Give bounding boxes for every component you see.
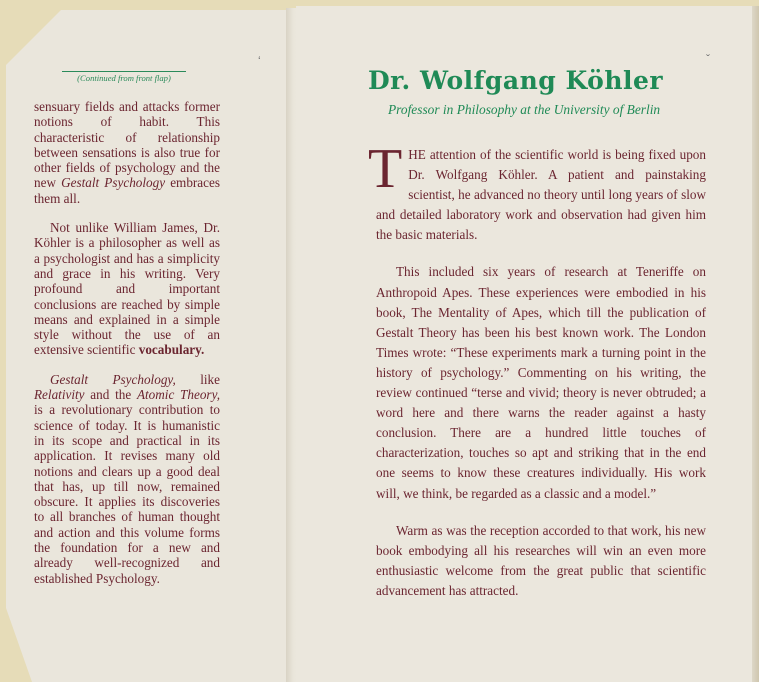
flap-paragraph	[34, 372, 220, 586]
paragraph-1	[368, 138, 706, 245]
flap-text-run: and the	[84, 387, 137, 403]
flap-text-run: Gestalt Psychology,	[50, 371, 176, 387]
flap-paragraph	[34, 99, 220, 206]
flap-text-run: sensuary fields and attacks former notions of habit. This characteristic of relationship between sensations is also true for other fields of psychology and the new	[34, 99, 220, 191]
flap-text-run: embraces them all.	[34, 175, 220, 206]
flap-text-run: vocabulary.	[138, 342, 205, 358]
pencil-mark: ˇ	[706, 52, 710, 66]
continued-note: (Continued from front flap)	[62, 71, 186, 83]
dropcap-letter: T	[368, 138, 403, 200]
author-subtitle: Professor in Philosophy at the University of Berlin	[388, 102, 661, 117]
flap-text-run: is a revolutionary contribution to science of today. It is humanistic in its scope and practical in its application. It revises many old notions and clears up a good deal that has, up till now, remained obscure. It applies its discoveries to all branches of human thought and action and this volume forms the foundation for a new and already well-recognized and established Psychology.	[34, 402, 220, 586]
paragraph-3: Warm as was the reception accorded to that work, his new book embodying all his researches will win an even more enthusiastic welcome from the great public that scientific advancement has attracted.	[376, 522, 706, 598]
flap-text-run: Not unlike William James, Dr. Köhler is a philosopher as well as a psychologist and has a simplicity and grace in his writing. Very profound and important conclusions are reached by simple means and explained in a simple style without the use of an extensive scientific	[34, 220, 220, 358]
flap-text-run: like	[175, 371, 221, 387]
pencil-mark: ʻ	[258, 54, 261, 68]
flap-paragraph	[34, 220, 220, 358]
spine-edge	[752, 6, 759, 682]
paragraph-1-text: HE attention of the scientific world is being fixed upon Dr. Wolfgang Köhler. A patient and painstaking scientist, he advanced no theory until long years of slow and detailed laboratory work and observation had given him the basic materials.	[376, 147, 706, 243]
author-title: Dr. Wolfgang Köhler	[368, 66, 664, 95]
flap-text-run: Atomic Theory,	[136, 387, 220, 403]
flap-text-run: Gestalt Psychology	[61, 175, 166, 191]
flap-body-text	[34, 99, 220, 600]
paragraph-2: This included six years of research at Teneriffe on Anthropoid Apes. These experiences were embodied in his book, The Mentality of Apes, which till the publication of Gestalt Theory has been his best known work. The London Times wrote: “These experiments mark a turning point in the history of psychology.” Commenting on his writing, the review continued “terse and vivid; theory is never obtruded; a word here and there warns the reader against a hasty conclusion. There are a hundred little touches of characterization, touches so apt and striking that in the end one seems to know these creatures individually. His work will, we think, be regarded as a classic and a model.”	[376, 264, 706, 501]
cover-body-text	[368, 138, 706, 618]
flap-text-run: Relativity	[34, 387, 85, 403]
